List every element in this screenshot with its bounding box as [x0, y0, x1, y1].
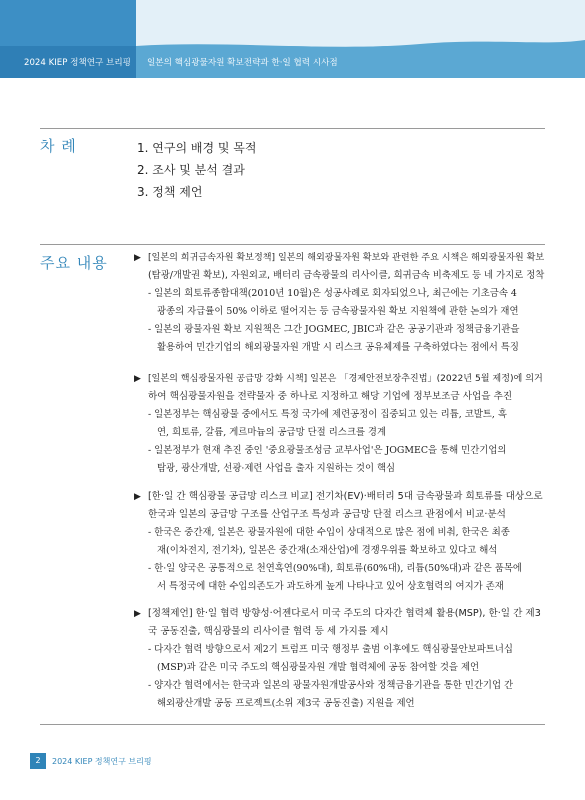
point-text: [일본의 핵심광물자원 공급망 강화 시책] 일본은 「경제안전보장추진법」(2022년 5월 제정)에 의거: [148, 374, 543, 384]
sub-point-cont: 해외광산개발 공동 프로젝트(소위 제3국 공동진출) 지원을 제언: [157, 698, 415, 709]
triangle-right-icon: ▶: [134, 374, 141, 384]
header-series: 2024 KIEP 정책연구 브리핑: [24, 58, 131, 68]
header-title: 일본의 핵심광물자원 확보전략과 한·일 협력 시사점: [147, 58, 338, 68]
sub-point-cont: (MSP)과 같은 미국 주도의 핵심광물자원 개발 협력체에 공동 참여할 것을 제언: [157, 662, 480, 673]
sub-point: - 일본정부는 핵심광물 중에서도 특정 국가에 제련공정이 집중되고 있는 리튬, 코발트, 흑: [148, 409, 507, 420]
point-text: [한·일 간 핵심광물 공급망 리스크 비교] 전기차(EV)·배터리 5대 금속광물과 희토류를 대상으로: [148, 491, 543, 502]
summary-point: [134, 605, 546, 713]
sub-point-cont: 재(이차전지, 전기차), 일본은 중간재(소재산업)에 경쟁우위를 확보하고 있다고 해석: [157, 545, 498, 556]
page-number: 2: [30, 753, 46, 769]
summary-top-rule: [40, 244, 545, 245]
toc-item[interactable]: 1. 연구의 배경 및 목적: [137, 141, 257, 155]
toc-label: 차 례: [40, 137, 77, 155]
point-text: 국 공동진출, 핵심광물의 리사이클 협력 등 세 가지를 제시: [148, 626, 389, 637]
summary-point: [134, 488, 546, 596]
triangle-right-icon: ▶: [134, 253, 141, 263]
summary-bottom-rule: [40, 724, 545, 725]
sub-point-cont: 서 특정국에 대한 수입의존도가 과도하게 높게 나타나고 있어 상호협력의 여지가 존재: [157, 581, 504, 592]
sub-point: - 한국은 중간재, 일본은 광물자원에 대한 수입이 상대적으로 많은 점에 비춰, 한국은 최종: [148, 527, 510, 538]
footer-series: 2024 KIEP 정책연구 브리핑: [52, 757, 152, 766]
page-header: [0, 0, 585, 78]
summary-label: 주요 내용: [40, 254, 108, 272]
triangle-right-icon: ▶: [134, 609, 141, 619]
summary-point: [134, 370, 546, 478]
point-text: 하여 핵심광물자원을 전략물자 중 하나로 지정하고 해당 기업에 정부보조금 사업을 추진: [148, 391, 513, 402]
toc-top-rule: [40, 128, 545, 129]
sub-point-cont: 활용하여 민간기업의 해외광물자원 개발 시 리스크 공유체제를 구축하였다는 점에서 특징: [157, 342, 519, 353]
sub-point-cont: 광종의 자급률이 50% 이하로 떨어지는 등 금속광물자원 확보 지원책에 관한 논의가 재연: [157, 306, 519, 317]
triangle-right-icon: ▶: [134, 492, 141, 502]
toc-item[interactable]: 3. 정책 제언: [137, 185, 203, 199]
sub-point: - 양자간 협력에서는 한국과 일본의 광물자원개발공사와 정책금융기관을 통한 민간기업 간: [148, 680, 514, 691]
sub-point: - 다자간 협력 방향으로서 제2기 트럼프 미국 행정부 출범 이후에도 핵심광물안보파트너십: [148, 644, 513, 655]
table-of-contents: [137, 137, 256, 203]
sub-point: - 일본의 광물자원 확보 지원책은 그간 JOGMEC, JBIC과 같은 공공기관과 정책금융기관을: [148, 324, 520, 335]
sub-point: - 한·일 양국은 공통적으로 천연흑연(90%대), 희토류(60%대), 리튬(50%대)과 같은 품목에: [148, 563, 522, 574]
sub-point-cont: 탐광, 광산개발, 선광·제련 사업을 출자 지원하는 것이 핵심: [157, 463, 396, 474]
point-text: [일본의 희귀금속자원 확보정책] 일본의 해외광물자원 확보와 관련한 주요 시책은 해외광물자원 확보: [148, 253, 545, 263]
point-text: 한국과 일본의 공급망 구조를 산업구조 특성과 공급망 단절 리스크 관점에서 비교·분석: [148, 509, 506, 520]
toc-item[interactable]: 2. 조사 및 분석 결과: [137, 163, 245, 177]
sub-point: - 일본정부가 현재 추진 중인 '중요광물조성금 교부사업'은 JOGMEC을 통해 민간기업의: [148, 445, 507, 456]
point-text: (탐광/개발권 확보), 자원외교, 배터리 금속광물의 리사이클, 희귀금속 비축제도 등 네 가지로 정착: [148, 270, 545, 281]
summary-point: [134, 249, 546, 357]
sub-point-cont: 연, 희토류, 갈륨, 게르마늄의 공급망 단절 리스크를 경계: [157, 427, 387, 438]
point-text: [정책제언] 한·일 협력 방향성·어젠다로서 미국 주도의 다자간 협력체 활용(MSP), 한·일 간 제3: [148, 608, 541, 619]
sub-point: - 일본의 희토류종합대책(2010년 10월)은 성공사례로 회자되었으나, 최근에는 기초금속 4: [148, 288, 517, 299]
